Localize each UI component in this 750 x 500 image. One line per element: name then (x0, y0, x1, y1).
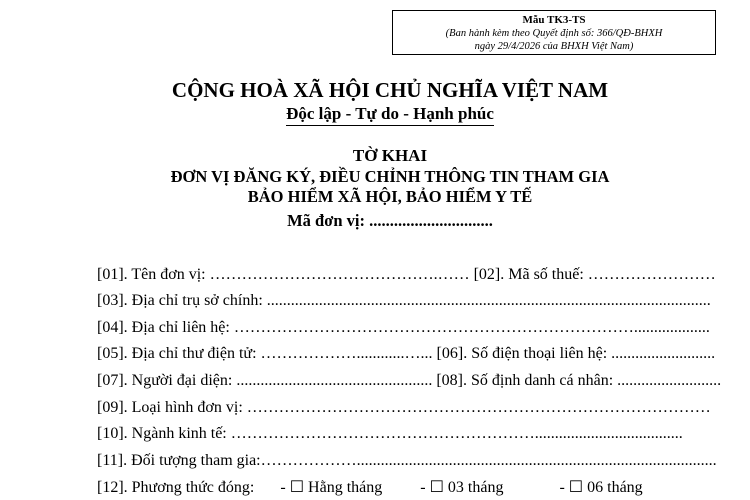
national-motto (0, 104, 750, 124)
email-field[interactable]: [05]. Địa chỉ thư điện tử: ………………............…... (97, 345, 433, 362)
head-office-address-field[interactable]: [03]. Địa chỉ trụ sở chính: ............................................................................................................... (97, 292, 711, 309)
personal-id-field[interactable]: [08]. Số định danh cá nhân: .......................... (436, 372, 722, 389)
tax-code-field[interactable]: [02]. Mã số thuế: …………………… (473, 266, 716, 283)
form-code: Mẫu TK3-TS (522, 14, 586, 26)
phone-field[interactable]: [06]. Số điện thoại liên hệ: .......................... (436, 345, 716, 362)
payment-quarterly-checkbox[interactable]: - ☐ 03 tháng (420, 479, 504, 496)
contact-address-field[interactable]: [04]. Địa chỉ liên hệ: …………………………………………………………………................... (97, 319, 710, 336)
payment-semiannual-checkbox[interactable]: - ☐ 06 tháng (559, 479, 643, 496)
form-subtitle-line1: ĐƠN VỊ ĐĂNG KÝ, ĐIỀU CHỈNH THÔNG TIN THAM GIA (170, 167, 610, 186)
form-code-box (392, 10, 716, 55)
motto-text: Độc lập - Tự do - Hạnh phúc (286, 104, 494, 126)
row-07-08 (97, 371, 721, 391)
unit-code-field[interactable]: Mã đơn vị: .............................. (287, 211, 493, 230)
representative-field[interactable]: [07]. Người đại diện: ................................................. (97, 372, 433, 389)
payment-method-row (97, 478, 643, 498)
row-05-06 (97, 344, 715, 364)
row-01-02 (97, 265, 716, 285)
payment-method-label: [12]. Phương thức đóng: (97, 479, 255, 496)
economic-sector-field[interactable]: [10]. Ngành kinh tế: …………………………………………………..................................... (97, 425, 683, 442)
form-title: TỜ KHAI (352, 146, 428, 165)
form-subtitle-line2: BẢO HIỂM XÃ HỘI, BẢO HIỂM Y TẾ (247, 187, 533, 206)
form-issuance-note-line2: ngày 29/4/2026 của BHXH Việt Nam) (474, 41, 634, 52)
country-name: CỘNG HOÀ XÃ HỘI CHỦ NGHĨA VIỆT NAM (171, 78, 609, 102)
form-issuance-note-line1: (Ban hành kèm theo Quyết định số: 366/QĐ-BHXH (445, 28, 663, 39)
payment-monthly-checkbox[interactable]: - ☐ Hằng tháng (280, 479, 383, 496)
participant-type-field[interactable]: [11]. Đối tượng tham gia:……………….......................................................................................... (97, 452, 717, 469)
unit-name-field[interactable]: [01]. Tên đơn vị: …………………………………….…… (97, 266, 470, 283)
unit-type-field[interactable]: [09]. Loại hình đơn vị: …………………………………………………………………………… (97, 399, 711, 416)
